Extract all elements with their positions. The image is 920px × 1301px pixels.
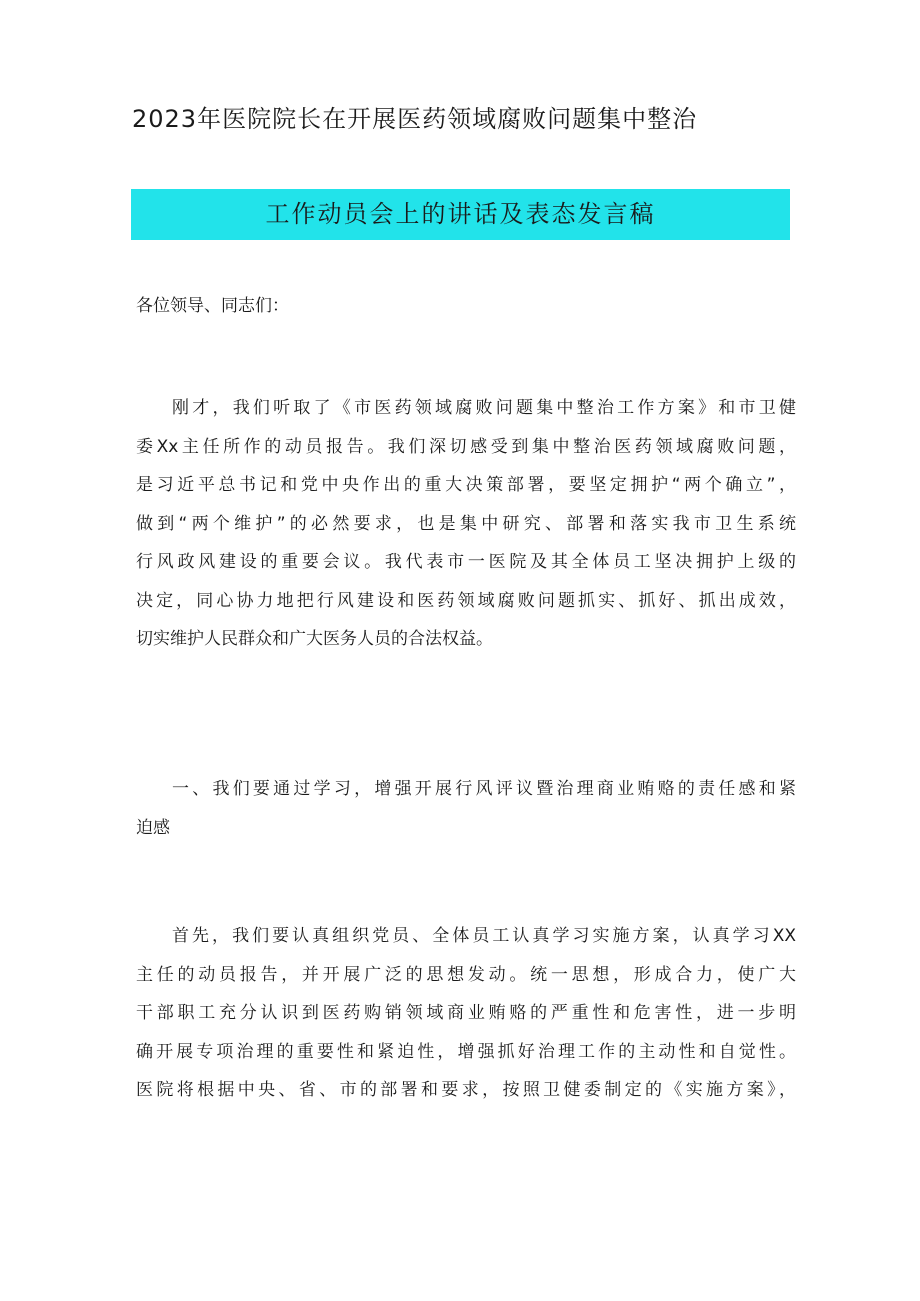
paragraph-line: 医院将根据中央、省、市的部署和要求，按照卫健委制定的《实施方案》， (136, 1080, 796, 1100)
paragraph-line: 刚才，我们听取了《市医药领域腐败问题集中整治工作方案》和市卫健 (172, 398, 796, 418)
paragraph-line: 决定，同心协力地把行风建设和医药领域腐败问题抓实、抓好、抓出成效， (136, 590, 796, 611)
document-title-line-1: 2023年医院院长在开展医药领域腐败问题集中整治 (132, 105, 698, 133)
paragraph-line: 主任的动员报告，并开展广泛的思想发动。统一思想，形成合力，使广大 (136, 964, 796, 985)
paragraph-line: 迫感 (136, 817, 170, 838)
paragraph-line: 是习近平总书记和党中央作出的重大决策部署，要坚定拥护“两个确立”， (136, 475, 796, 495)
paragraph-first (136, 917, 796, 1110)
title-highlight-band (131, 189, 790, 240)
salutation: 各位领导、同志们： (136, 296, 289, 316)
paragraph-line: 一、我们要通过学习，增强开展行风评议暨治理商业贿赂的责任感和紧 (172, 779, 796, 799)
document-title-line-2: 工作动员会上的讲话及表态发言稿 (265, 200, 656, 228)
paragraph-line: 行风政风建设的重要会议。我代表市一医院及其全体员工坚决拥护上级的 (136, 552, 796, 572)
paragraph-line: 做到“两个维护”的必然要求，也是集中研究、部署和落实我市卫生系统 (136, 513, 796, 534)
paragraph-line: 确开展专项治理的重要性和紧迫性，增强抓好治理工作的主动性和自觉性。 (136, 1041, 796, 1062)
paragraph-line: 干部职工充分认识到医药购销领域商业贿赂的严重性和危害性，进一步明 (136, 1003, 796, 1023)
paragraph-opening (136, 389, 796, 659)
paragraph-line: 切实维护人民群众和广大医务人员的合法权益。 (136, 629, 493, 649)
paragraph-line: 委Xx主任所作的动员报告。我们深切感受到集中整治医药领域腐败问题， (136, 436, 796, 457)
section-heading-one (136, 770, 796, 847)
paragraph-line: 首先，我们要认真组织党员、全体员工认真学习实施方案，认真学习XX (172, 926, 796, 946)
